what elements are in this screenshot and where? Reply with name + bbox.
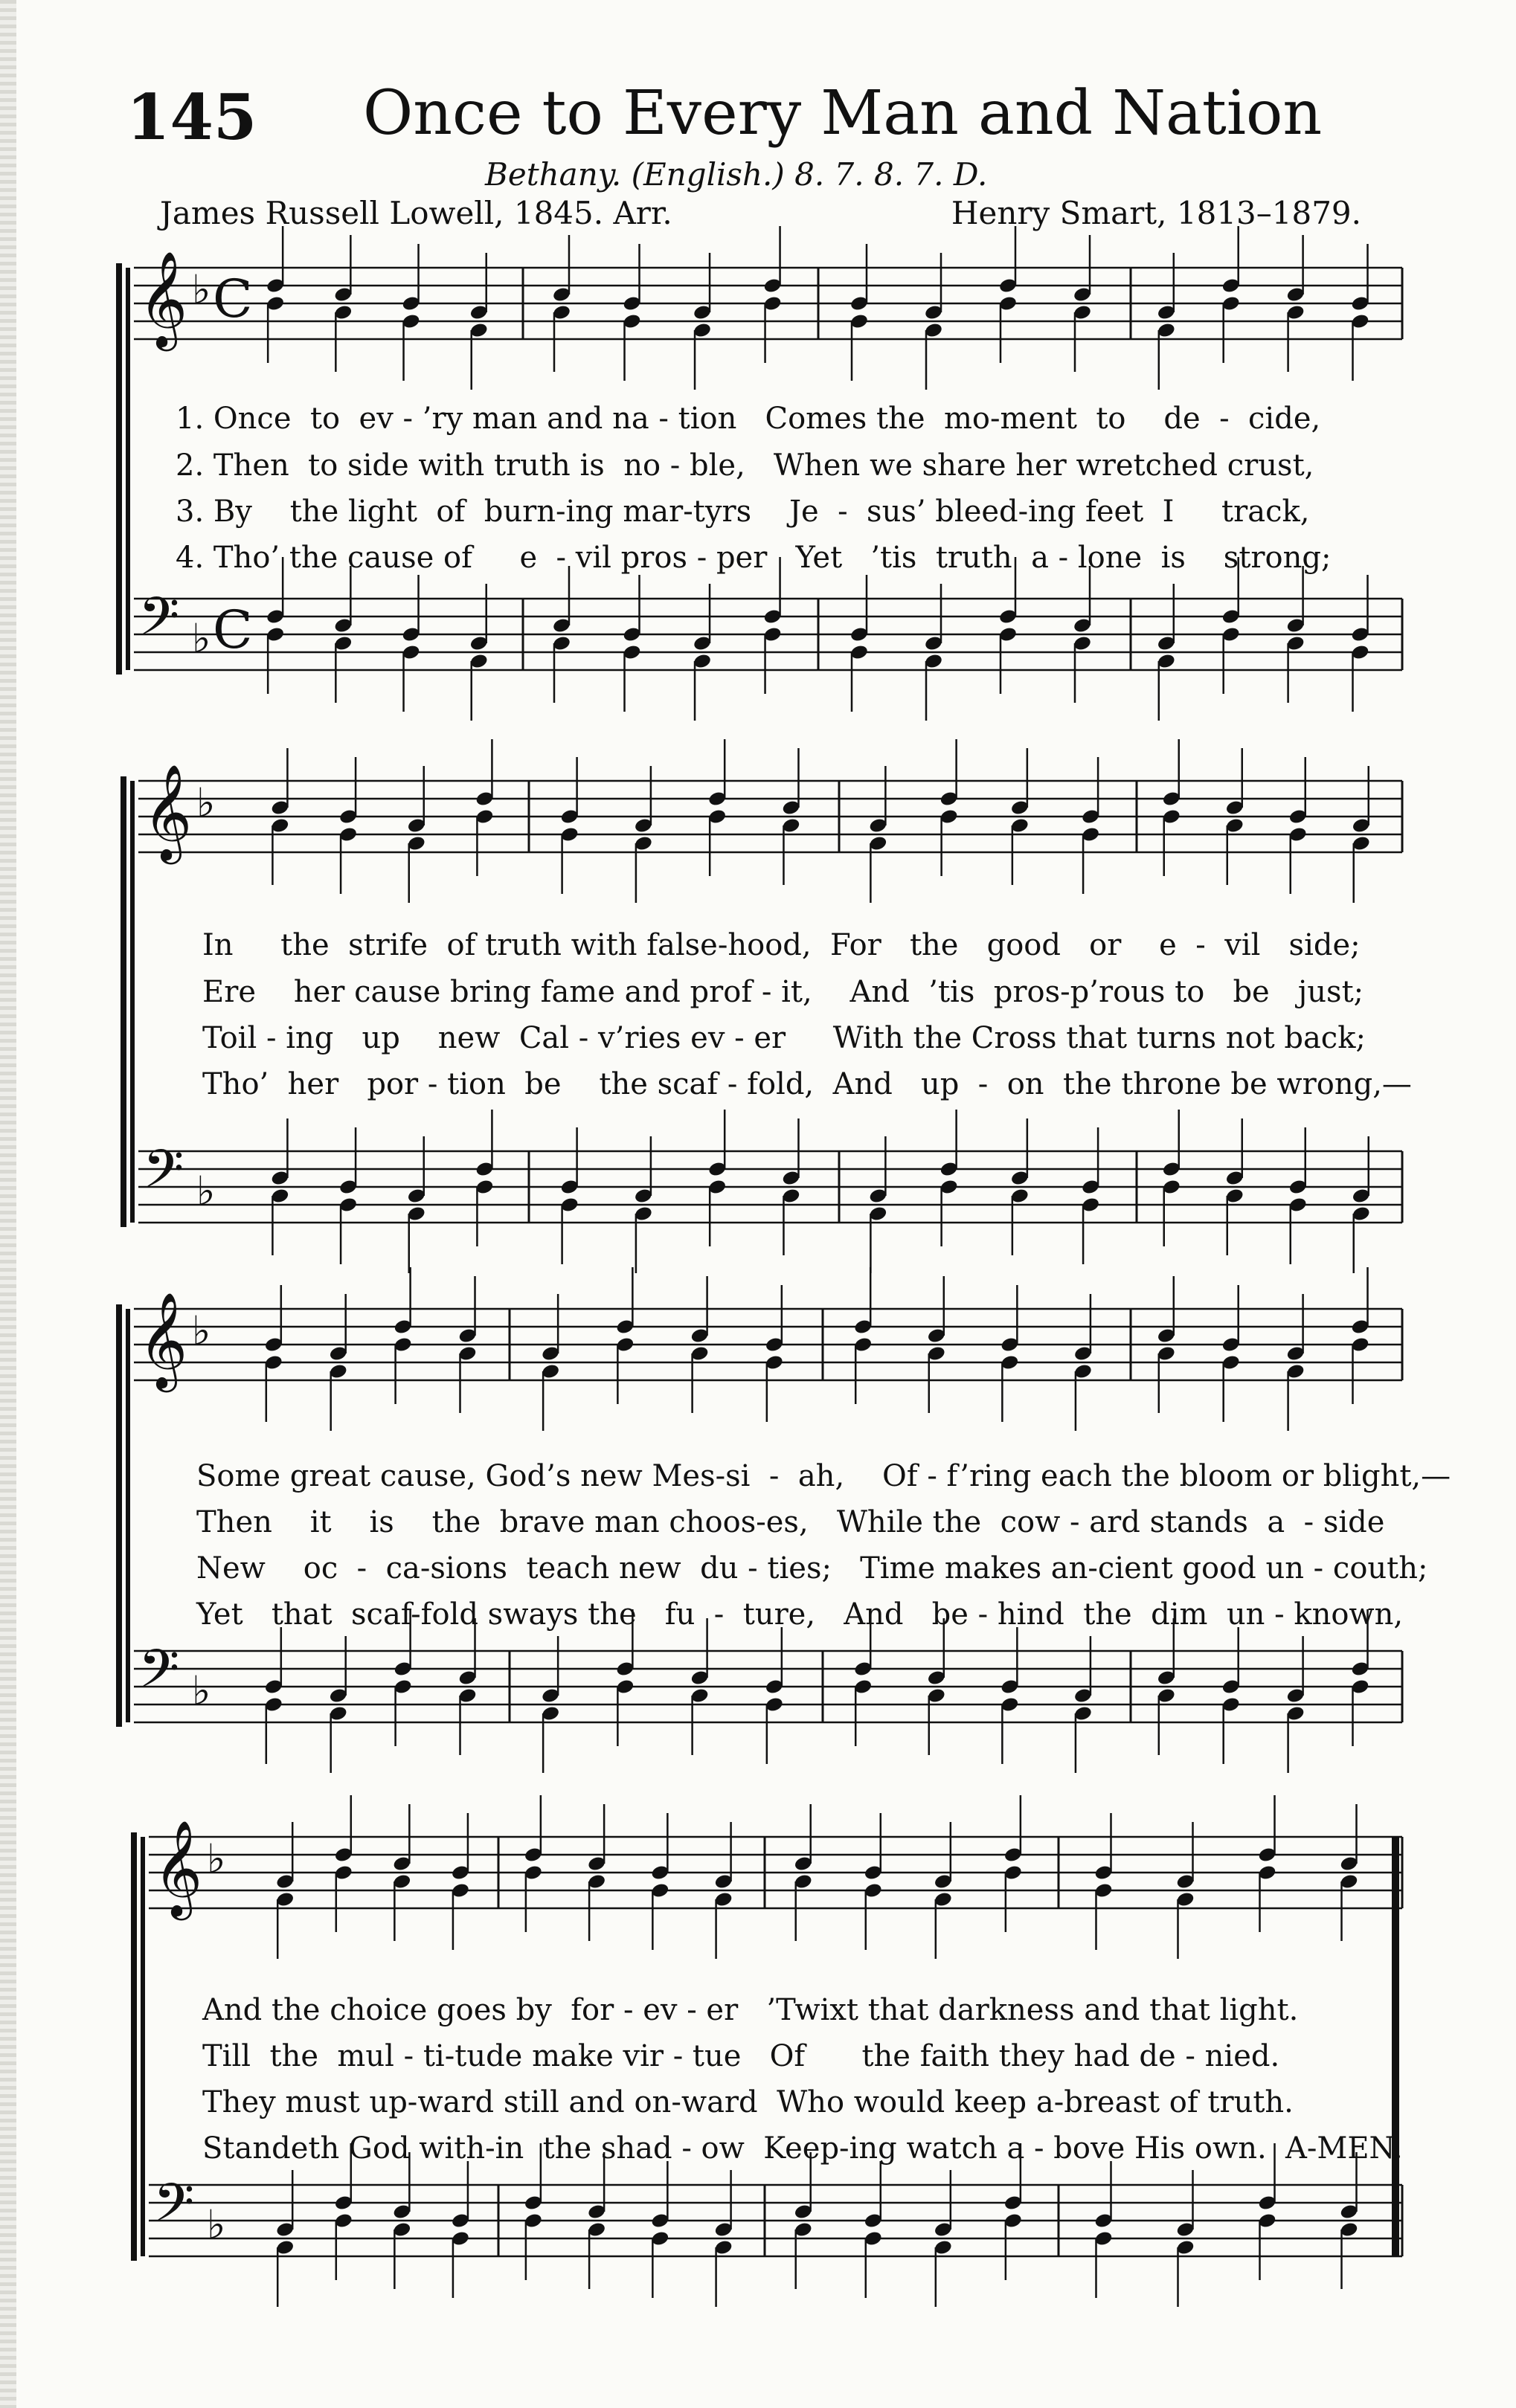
common-time: C — [213, 599, 253, 660]
lyric-line: And the choice goes by for - ev - er ’Twixt that darkness and that light. — [202, 1993, 1299, 2027]
flat-sign: ♭ — [196, 779, 216, 826]
hymn-title: Once to Every Man and Nation — [363, 78, 1323, 149]
system-bracket — [116, 263, 122, 675]
flat-sign: ♭ — [207, 1835, 226, 1882]
system-bracket — [116, 1304, 122, 1727]
system-bracket — [121, 776, 126, 1227]
flat-sign: ♭ — [192, 1307, 211, 1354]
lyric-line: They must up-ward still and on-ward Who would keep a-breast of truth. — [202, 2085, 1294, 2119]
hymn-number: 145 — [126, 80, 257, 154]
tune-name: Bethany. (English.) 8. 7. 8. 7. D. — [485, 156, 988, 193]
bass-clef: 𝄢 — [153, 2172, 195, 2247]
lyric-line: Tho’ her por - tion be the scaf - fold, And up - on the throne be wrong,— — [202, 1067, 1412, 1101]
final-barline — [1392, 1837, 1399, 2256]
common-time: C — [213, 268, 253, 329]
lyric-line: 4. Tho’ the cause of e - vil pros - per Yet ’tis truth a - lone is strong; — [176, 541, 1332, 575]
composer-credit: Henry Smart, 1813–1879. — [951, 195, 1361, 231]
treble-clef: 𝄞 — [143, 764, 193, 860]
lyric-line: Then it is the brave man choos-es, While the cow - ard stands a - side — [196, 1505, 1385, 1539]
flat-sign: ♭ — [192, 266, 211, 313]
flat-sign: ♭ — [192, 615, 211, 662]
author-credit: James Russell Lowell, 1845. Arr. — [160, 195, 672, 231]
lyric-line: Yet that scaf-fold sways the fu - ture, And be - hind the dim un - known, — [196, 1597, 1404, 1632]
bass-clef: 𝄢 — [138, 586, 180, 660]
flat-sign: ♭ — [196, 1168, 216, 1214]
lyric-line: Till the mul - ti-tude make vir - tue Of the faith they had de - nied. — [202, 2039, 1280, 2073]
treble-clef: 𝄞 — [138, 251, 188, 347]
lyric-line: Toil - ing up new Cal - v’ries ev - er With the Cross that turns not back; — [202, 1021, 1366, 1055]
treble-clef: 𝄞 — [153, 1820, 203, 1916]
lyric-line: Standeth God with-in the shad - ow Keep-ing watch a - bove His own. — [202, 2131, 1267, 2166]
lyric-line: 1. Once to ev - ’ry man and na - tion Comes the mo-ment to de - cide, — [176, 402, 1321, 436]
treble-clef: 𝄞 — [138, 1292, 188, 1388]
lyric-line: In the strife of truth with false-hood, For the good or e - vil side; — [202, 928, 1361, 962]
flat-sign: ♭ — [207, 2201, 226, 2248]
system-bracket — [131, 1832, 137, 2261]
flat-sign: ♭ — [192, 1667, 211, 1714]
lyric-line: Some great cause, God’s new Mes-si - ah, Of - f’ring each the bloom or blight,— — [196, 1459, 1451, 1493]
bass-clef: 𝄢 — [143, 1139, 184, 1213]
lyric-line: Ere her cause bring fame and prof - it, And ’tis pros-p’rous to be just; — [202, 975, 1364, 1009]
lyric-line: 3. By the light of burn-ing mar-tyrs Je - sus’ bleed-ing feet I track, — [176, 495, 1310, 529]
bass-clef: 𝄢 — [138, 1638, 180, 1713]
amen-text: A-MEN. — [1285, 2131, 1403, 2166]
lyric-line: New oc - ca-sions teach new du - ties; Time makes an-cient good un - couth; — [196, 1551, 1428, 1586]
lyric-line: 2. Then to side with truth is no - ble, When we share her wretched crust, — [176, 448, 1314, 483]
